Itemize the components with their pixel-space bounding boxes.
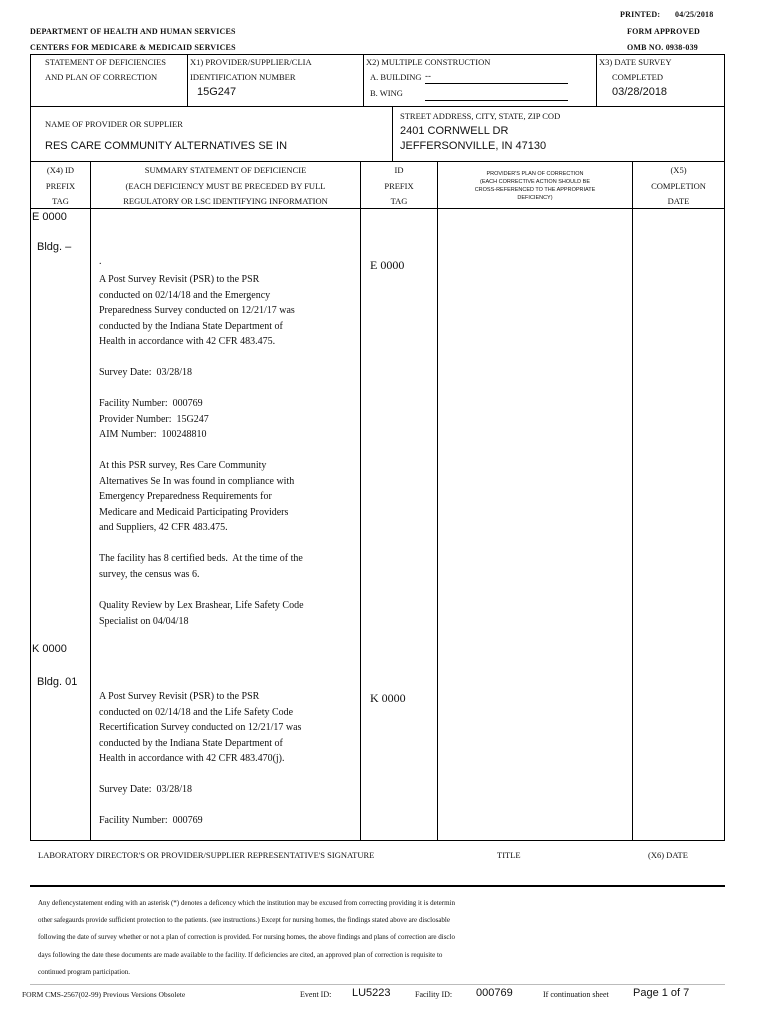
entry-prefix-tag: E 0000 <box>32 211 67 223</box>
printed-date: 04/25/2018 <box>675 10 714 19</box>
x3-label-1: X3) DATE SURVEY <box>599 57 672 67</box>
building-label: A. BUILDING <box>370 72 422 82</box>
summary-header-1: SUMMARY STATEMENT OF DEFICIENCIE <box>144 165 307 175</box>
address-city: JEFFERSONVILLE, IN 47130 <box>400 140 547 152</box>
title-label: TITLE <box>497 850 521 860</box>
plan-header-4: DEFICIENCY) <box>517 195 553 201</box>
entry-building: Bldg. – <box>37 241 72 253</box>
summary-paragraph: At this PSR survey, Res Care Community Alternatives Se In was found in compliance with Emergency Preparedness Requirements for Medicare and Medicaid Participating Providers and Suppliers, 42 CFR 483.475. <box>99 460 295 534</box>
printed-label: PRINTED: <box>620 10 661 19</box>
id-header-3: TAG <box>390 196 408 206</box>
disclaimer-block <box>38 895 455 981</box>
grid-right-border <box>724 54 725 840</box>
grid-header-rule <box>30 161 725 162</box>
id-header-1: ID <box>394 165 404 175</box>
facility-id-label: Facility ID: <box>415 990 453 999</box>
entry-prefix-tag: K 0000 <box>32 643 67 655</box>
event-id-value: LU5223 <box>352 987 391 999</box>
grid-top-rule <box>30 54 725 55</box>
statement-label-1: STATEMENT OF DEFICIENCIES <box>45 57 167 67</box>
address-label: STREET ADDRESS, CITY, STATE, ZIP COD <box>400 111 561 121</box>
grid-mid-rule <box>30 106 725 107</box>
plan-header-1: PROVIDER'S PLAN OF CORRECTION <box>486 171 584 177</box>
disclaimer-line: continued program participation. <box>38 967 130 976</box>
x2-label: X2) MULTIPLE CONSTRUCTION <box>366 57 491 67</box>
grid-divider-address <box>392 106 393 161</box>
building-underline <box>425 83 568 84</box>
col-divider-summary <box>360 161 361 840</box>
footer-rule <box>30 984 725 985</box>
x1-label-1: X1) PROVIDER/SUPPLIER/CLIA <box>190 57 312 67</box>
wing-label: B. WING <box>370 88 403 98</box>
col-divider-plan <box>632 161 633 840</box>
x5-header-2: COMPLETION <box>651 181 706 191</box>
centers-title: CENTERS FOR MEDICARE & MEDICAID SERVICES <box>30 43 236 52</box>
x5-header-3: DATE <box>667 196 690 206</box>
summary-paragraph: The facility has 8 certified beds. At the time of the survey, the census was 6. <box>99 553 303 580</box>
disclaimer-line: other safegaurds provide sufficient protection to the patients. (see instructions.) Except for nursing homes, the findings stated above are disclosable <box>38 916 450 925</box>
department-title: DEPARTMENT OF HEALTH AND HUMAN SERVICES <box>30 27 236 36</box>
summary-paragraph: Facility Number: 000769 <box>99 815 203 826</box>
provider-name-label: NAME OF PROVIDER OR SUPPLIER <box>45 119 183 129</box>
entry-dot: . <box>99 256 102 267</box>
statement-label-2: AND PLAN OF CORRECTION <box>45 72 158 82</box>
grid-columns-rule <box>30 208 725 209</box>
grid-bottom-rule <box>30 840 725 841</box>
disclaimer-line: following the date of survey whether or not a plan of correction is provided. For nursing homes, the above findings and plans of correction are disclo <box>38 933 455 942</box>
disclaimer-line: Any defiencystatement ending with an asterisk (*) denotes a deficency which the institution may be excused from correcting providing it is determin <box>38 899 455 907</box>
page-indicator: Page 1 of 7 <box>633 987 690 999</box>
entry-id-tag: E 0000 <box>370 258 405 272</box>
x4-header-1: (X4) ID <box>46 165 75 175</box>
provider-id-value: 15G247 <box>197 86 237 98</box>
summary-paragraph: A Post Survey Revisit (PSR) to the PSR conducted on 02/14/18 and the Emergency Preparedness Survey conducted on 12/21/17 was conducted by the Indiana State Department of Health in accordance with 42 CFR 483.475. <box>99 274 295 348</box>
form-number: FORM CMS-2567(02-99) Previous Versions Obsolete <box>22 990 186 999</box>
grid-divider-x1 <box>187 54 188 106</box>
plan-header-3: CROSS-REFERENCED TO THE APPROPRIATE <box>474 187 596 193</box>
entry-id-tag: K 0000 <box>370 691 406 705</box>
entry-building: Bldg. 01 <box>37 676 78 688</box>
building-value: -- <box>425 71 431 81</box>
facility-id-value: 000769 <box>476 987 513 999</box>
x3-label-2: COMPLETED <box>612 72 663 82</box>
disclaimer-line: days following the date these documents are made available to the facility. If deficiencies are cited, an approved plan of correction is requisite to <box>38 950 443 959</box>
x1-label-2: IDENTIFICATION NUMBER <box>190 72 296 82</box>
summary-paragraph: Survey Date: 03/28/18 <box>99 367 193 378</box>
signature-rule <box>30 885 725 887</box>
col-divider-id <box>437 161 438 840</box>
summary-paragraph: Quality Review by Lex Brashear, Life Safety Code Specialist on 04/04/18 <box>99 600 304 627</box>
id-header-2: PREFIX <box>384 181 414 191</box>
x4-header-3: TAG <box>52 196 69 206</box>
grid-divider-x2 <box>363 54 364 106</box>
plan-header-2: (EACH CORRECTIVE ACTION SHOULD BE <box>479 179 591 185</box>
omb-number: OMB NO. 0938-039 <box>627 43 698 52</box>
event-id-label: Event ID: <box>300 990 332 999</box>
form-approved: FORM APPROVED <box>627 27 701 36</box>
date-label: (X6) DATE <box>648 850 688 860</box>
grid-divider-x3 <box>596 54 597 106</box>
x4-header-2: PREFIX <box>45 181 76 191</box>
summary-paragraph: Survey Date: 03/28/18 <box>99 784 193 795</box>
summary-paragraph: Facility Number: 000769 Provider Number: 15G247 AIM Number: 100248810 <box>99 398 209 441</box>
provider-name: RES CARE COMMUNITY ALTERNATIVES SE IN <box>45 140 288 152</box>
continuation-label: If continuation sheet <box>543 990 609 999</box>
summary-header-3: REGULATORY OR LSC IDENTIFYING INFORMATION <box>123 196 328 206</box>
survey-completed-date: 03/28/2018 <box>612 86 668 98</box>
col-divider-prefix <box>90 161 91 840</box>
signature-label: LABORATORY DIRECTOR'S OR PROVIDER/SUPPLIER REPRESENTATIVE'S SIGNATURE <box>38 850 375 860</box>
summary-header-2: (EACH DEFICIENCY MUST BE PRECEDED BY FULL <box>125 181 326 191</box>
wing-underline <box>425 100 568 101</box>
summary-paragraph: A Post Survey Revisit (PSR) to the PSR conducted on 02/14/18 and the Life Safety Code Recertification Survey conducted on 12/21/17 was conducted by the Indiana State Department of Health in accordance with 42 CFR 483.470(j). <box>99 691 302 765</box>
address-street: 2401 CORNWELL DR <box>400 125 509 137</box>
x5-header-1: (X5) <box>670 165 687 175</box>
